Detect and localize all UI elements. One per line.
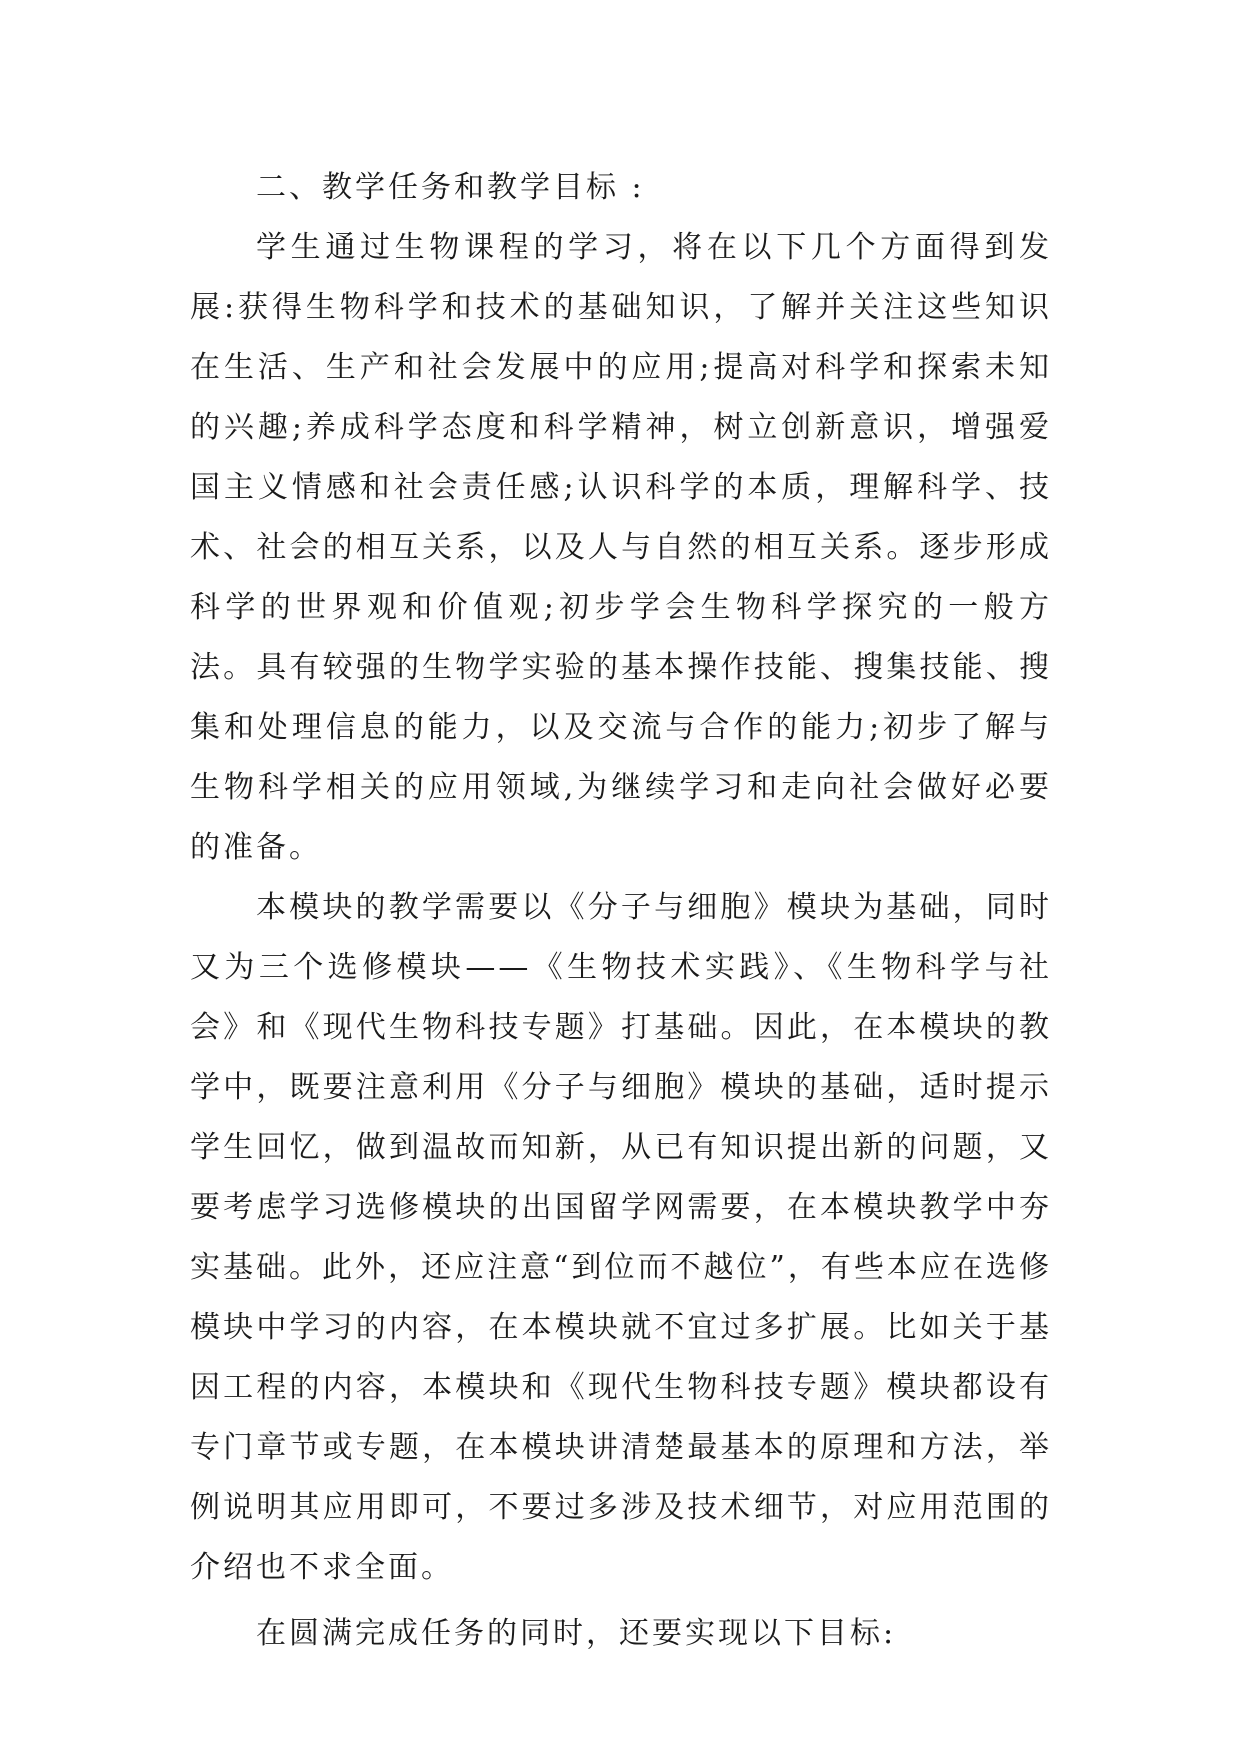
paragraph-student-development: 学生通过生物课程的学习，将在以下几个方面得到发展:获得生物科学和技术的基础知识，了解并关注这些知识在生活、生产和社会发展中的应用;提高对科学和探索未知的兴趣;养成科学态度和科学精神，树立创新意识，增强爱国主义情感和社会责任感;认识科学的本质，理解科学、技术、社会的相互关系，以及人与自然的相互关系。逐步形成科学的世界观和价值观;初步学会生物科学探究的一般方法。具有较强的生物学实验的基本操作技能、搜集技能、搜集和处理信息的能力，以及交流与合作的能力;初步了解与生物科学相关的应用领域,为继续学习和走向社会做好必要的准备。 bbox=[190, 230, 1052, 865]
paragraph-module-teaching: 本模块的教学需要以《分子与细胞》模块为基础，同时又为三个选修模块——《生物技术实践》、《生物科学与社会》和《现代生物科技专题》打基础。因此，在本模块的教学中，既要注意利用《分子与细胞》模块的基础，适时提示学生回忆，做到温故而知新，从已有知识提出新的问题，又要考虑学习选修模块的出国留学网需要，在本模块教学中夯实基础。此外，还应注意“到位而不越位”，有些本应在选修模块中学习的内容，在本模块就不宜过多扩展。比如关于基因工程的内容，本模块和《现代生物科技专题》模块都设有专门章节或专题，在本模块讲清楚最基本的原理和方法，举例说明其应用即可，不要过多涉及技术细节，对应用范围的介绍也不求全面。 bbox=[190, 890, 1052, 1585]
section-heading: 二、教学任务和教学目标 : bbox=[256, 170, 645, 205]
paragraph-goals-intro: 在圆满完成任务的同时，还要实现以下目标: bbox=[256, 1616, 897, 1651]
document-body bbox=[190, 158, 1052, 1664]
